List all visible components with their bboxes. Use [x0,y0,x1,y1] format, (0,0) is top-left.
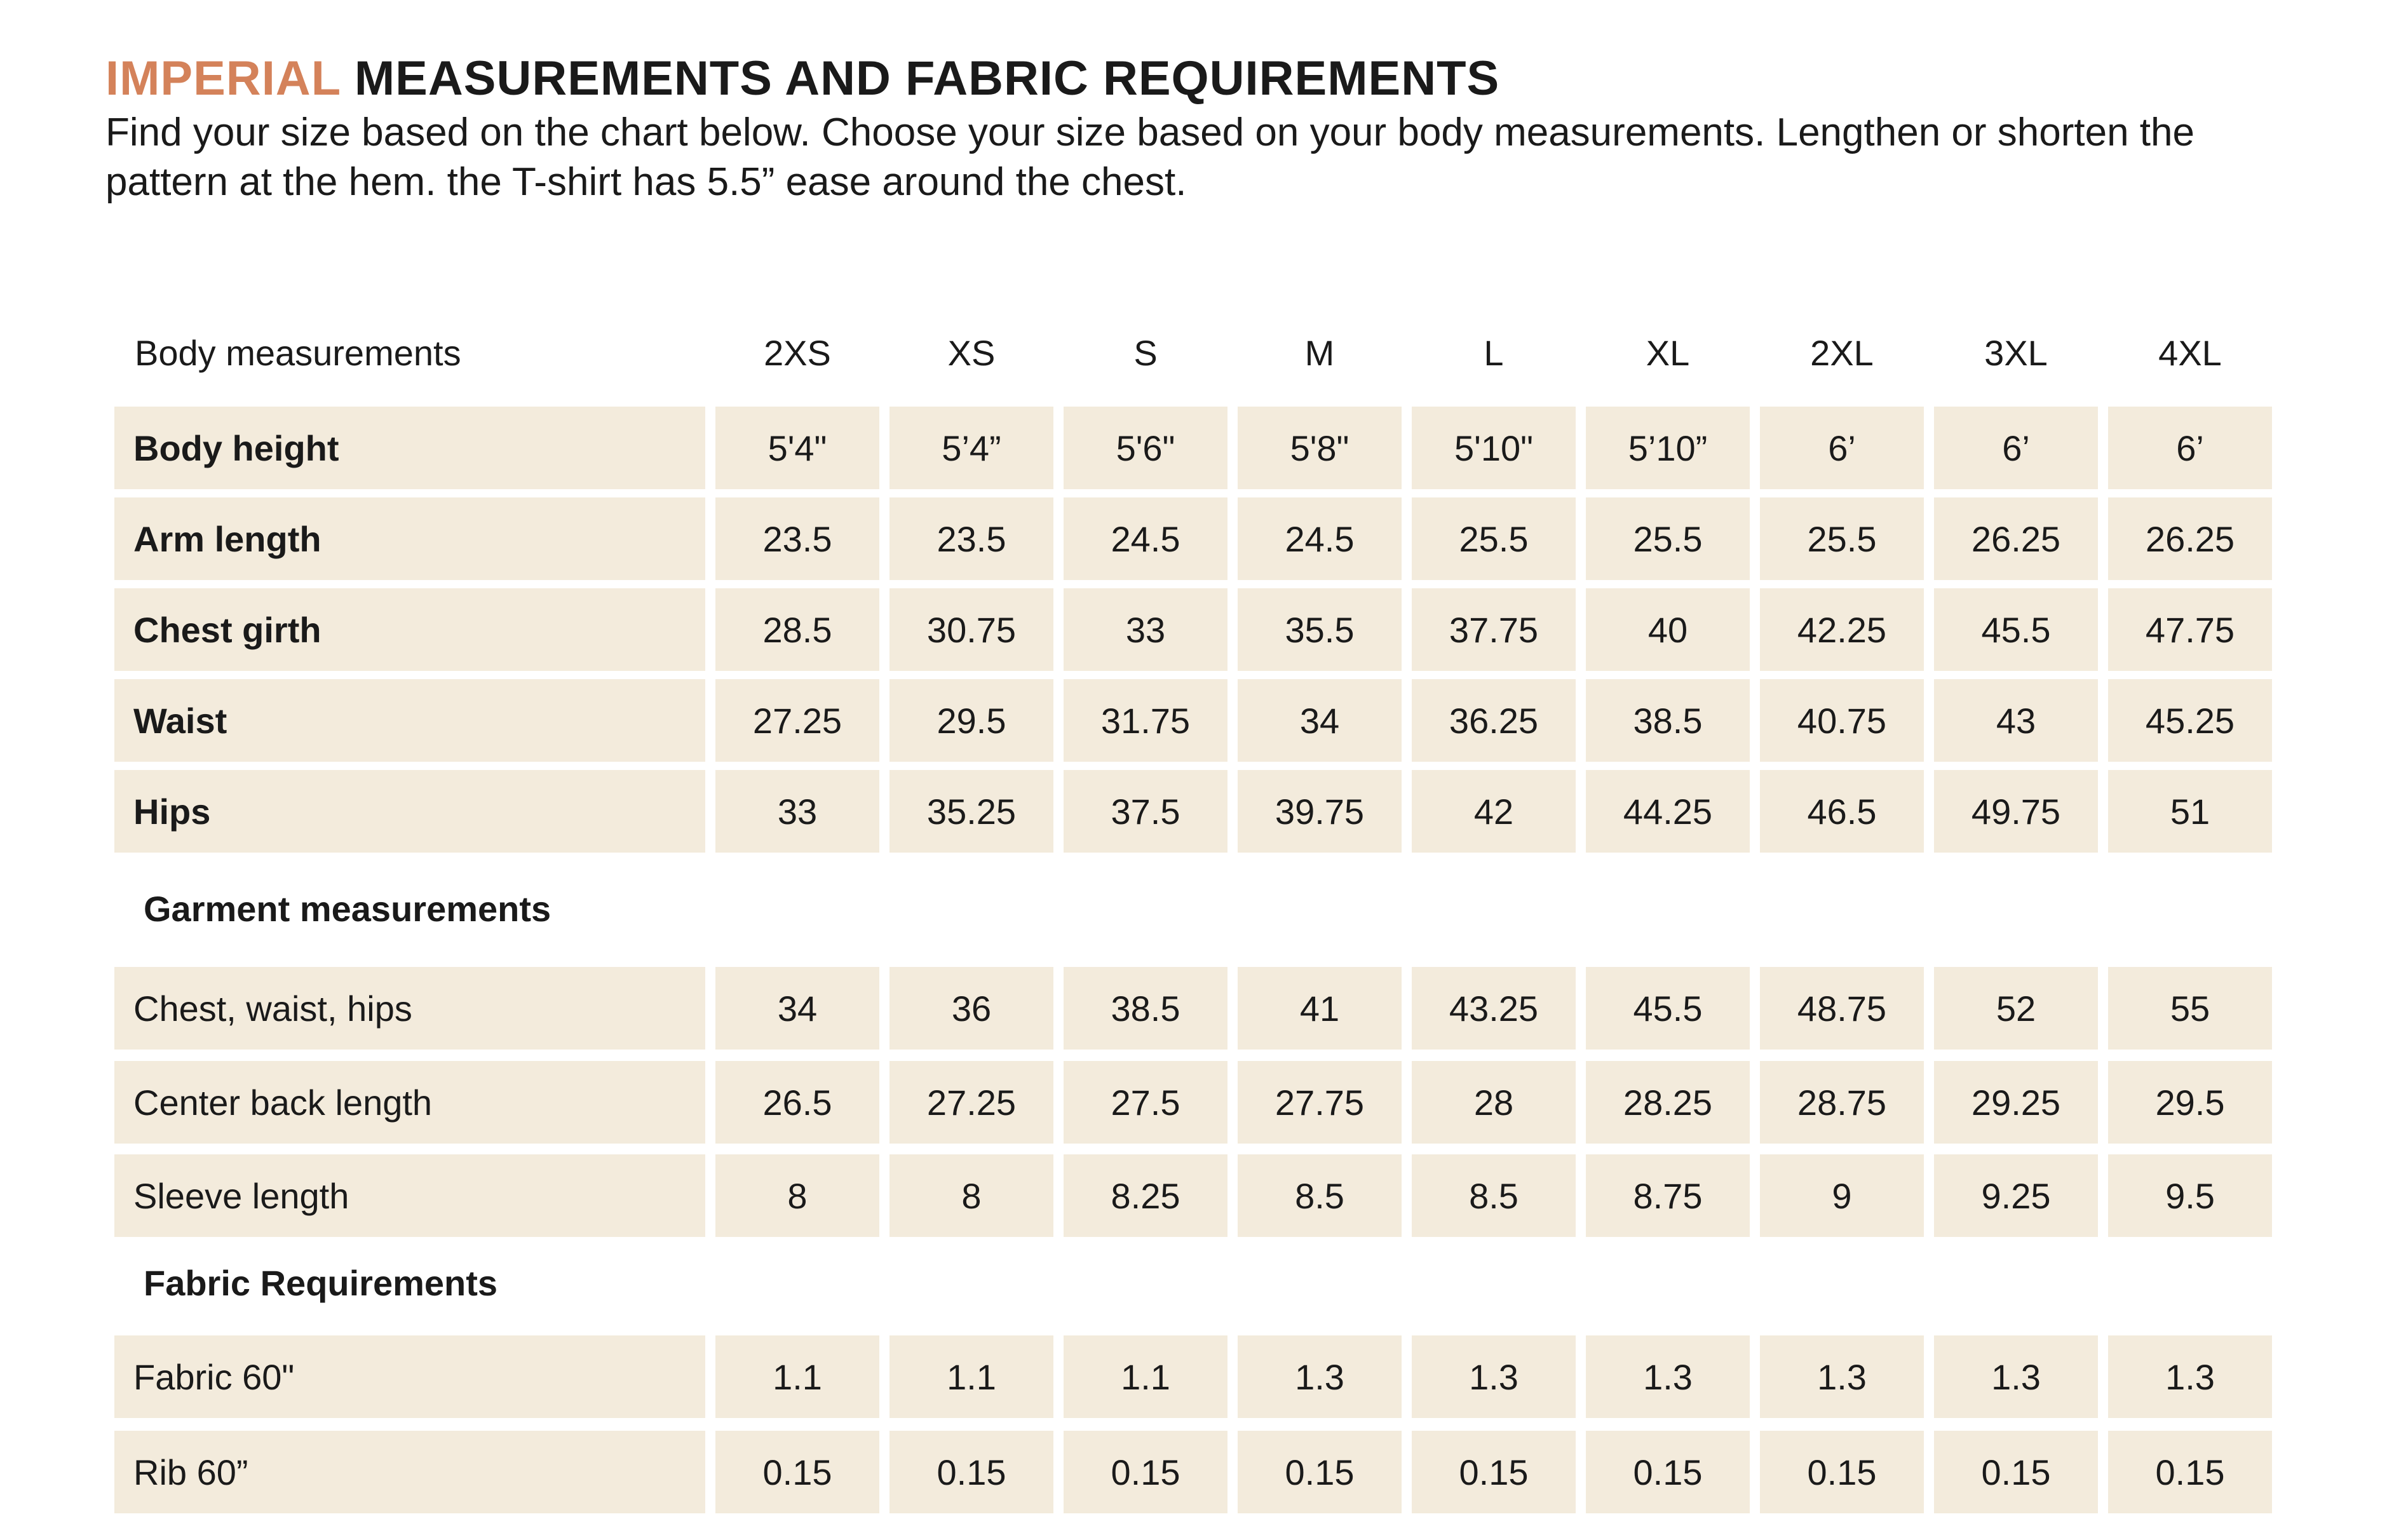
table-cell: 33 [1064,588,1227,671]
table-cell: 52 [1934,967,2098,1050]
table-cell: 47.75 [2108,588,2272,671]
table-cell: 37.5 [1064,770,1227,853]
table-cell: 39.75 [1238,770,1402,853]
table-cell: 9 [1760,1154,1924,1237]
table-cell: 9.5 [2108,1154,2272,1237]
table-cell: 27.75 [1238,1061,1402,1144]
table-cell: 8.75 [1586,1154,1750,1237]
table-cell: 1.3 [1586,1335,1750,1418]
table-cell: 1.3 [1238,1335,1402,1418]
table-cell: 28.25 [1586,1061,1750,1144]
table-cell: 29.5 [2108,1061,2272,1144]
size-header: XS [947,332,996,373]
size-header: 2XL [1810,332,1874,373]
table-cell: 23.5 [889,497,1053,580]
row-label: Body height [114,407,705,489]
table-cell: 35.25 [889,770,1053,853]
table-cell: 5’4” [889,407,1053,489]
row-label: Chest, waist, hips [114,967,705,1050]
table-cell: 27.25 [715,679,879,762]
table-cell: 28.5 [715,588,879,671]
table-cell: 6’ [2108,407,2272,489]
size-header: L [1484,332,1504,373]
table-cell: 28 [1412,1061,1576,1144]
size-header: S [1133,332,1158,373]
size-header: 4XL [2158,332,2222,373]
table-cell: 5'10" [1412,407,1576,489]
row-label: Chest girth [114,588,705,671]
page-title [105,51,1500,105]
table-cell: 0.15 [1064,1431,1227,1513]
table-cell: 42 [1412,770,1576,853]
header-label: Body measurements [135,332,461,373]
table-cell: 38.5 [1064,967,1227,1050]
size-header: 2XS [764,332,831,373]
table-cell: 45.5 [1586,967,1750,1050]
row-label: Fabric 60" [114,1335,705,1418]
table-cell: 8.5 [1412,1154,1576,1237]
row-label: Sleeve length [114,1154,705,1237]
table-cell: 9.25 [1934,1154,2098,1237]
table-cell: 44.25 [1586,770,1750,853]
table-cell: 31.75 [1064,679,1227,762]
table-cell: 34 [1238,679,1402,762]
table-cell: 42.25 [1760,588,1924,671]
table-cell: 34 [715,967,879,1050]
table-cell: 8 [715,1154,879,1237]
table-cell: 26.25 [1934,497,2098,580]
table-cell: 1.1 [715,1335,879,1418]
table-cell: 24.5 [1064,497,1227,580]
table-cell: 48.75 [1760,967,1924,1050]
row-label: Center back length [114,1061,705,1144]
table-cell: 25.5 [1586,497,1750,580]
table-cell: 0.15 [1586,1431,1750,1513]
table-cell: 26.5 [715,1061,879,1144]
table-cell: 0.15 [889,1431,1053,1513]
table-cell: 8.25 [1064,1154,1227,1237]
table-cell: 0.15 [1238,1431,1402,1513]
table-cell: 1.3 [1934,1335,2098,1418]
table-cell: 5'4" [715,407,879,489]
row-label: Arm length [114,497,705,580]
table-cell: 5'8" [1238,407,1402,489]
row-label: Waist [114,679,705,762]
title-accent: IMPERIAL [105,51,341,105]
table-cell: 5'6" [1064,407,1227,489]
table-cell: 8 [889,1154,1053,1237]
title-rest: MEASUREMENTS AND FABRIC REQUIREMENTS [340,51,1500,105]
table-cell: 45.25 [2108,679,2272,762]
table-cell: 25.5 [1412,497,1576,580]
table-cell: 51 [2108,770,2272,853]
table-cell: 1.3 [1760,1335,1924,1418]
table-cell: 37.75 [1412,588,1576,671]
size-header: 3XL [1984,332,2048,373]
table-cell: 27.25 [889,1061,1053,1144]
table-cell: 24.5 [1238,497,1402,580]
table-cell: 25.5 [1760,497,1924,580]
table-cell: 49.75 [1934,770,2098,853]
table-cell: 35.5 [1238,588,1402,671]
table-cell: 0.15 [1412,1431,1576,1513]
table-cell: 1.1 [1064,1335,1227,1418]
row-label: Hips [114,770,705,853]
table-cell: 1.3 [1412,1335,1576,1418]
table-cell: 30.75 [889,588,1053,671]
table-cell: 43.25 [1412,967,1576,1050]
table-cell: 29.25 [1934,1061,2098,1144]
size-header: XL [1646,332,1690,373]
table-cell: 6’ [1934,407,2098,489]
table-cell: 46.5 [1760,770,1924,853]
table-cell: 55 [2108,967,2272,1050]
table-cell: 28.75 [1760,1061,1924,1144]
section-heading-fabric: Fabric Requirements [144,1263,498,1303]
intro-text: Find your size based on the chart below. Choose your size based on your body measurements. Lengthen or shorten the pattern at the hem. the T-shirt has 5.5” ease around the chest. [105,111,2194,204]
table-cell: 8.5 [1238,1154,1402,1237]
table-cell: 40.75 [1760,679,1924,762]
section-heading-garment: Garment measurements [144,889,551,929]
table-cell: 1.3 [2108,1335,2272,1418]
table-cell: 40 [1586,588,1750,671]
table-cell: 0.15 [1760,1431,1924,1513]
table-cell: 45.5 [1934,588,2098,671]
table-cell: 0.15 [2108,1431,2272,1513]
table-cell: 0.15 [715,1431,879,1513]
table-cell: 41 [1238,967,1402,1050]
table-cell: 0.15 [1934,1431,2098,1513]
table-cell: 5’10” [1586,407,1750,489]
table-cell: 36.25 [1412,679,1576,762]
table-cell: 6’ [1760,407,1924,489]
table-cell: 26.25 [2108,497,2272,580]
table-cell: 33 [715,770,879,853]
table-cell: 23.5 [715,497,879,580]
table-cell: 27.5 [1064,1061,1227,1144]
table-cell: 38.5 [1586,679,1750,762]
row-label: Rib 60” [114,1431,705,1513]
table-cell: 43 [1934,679,2098,762]
table-cell: 1.1 [889,1335,1053,1418]
table-cell: 36 [889,967,1053,1050]
table-cell: 29.5 [889,679,1053,762]
size-header: M [1304,332,1335,373]
